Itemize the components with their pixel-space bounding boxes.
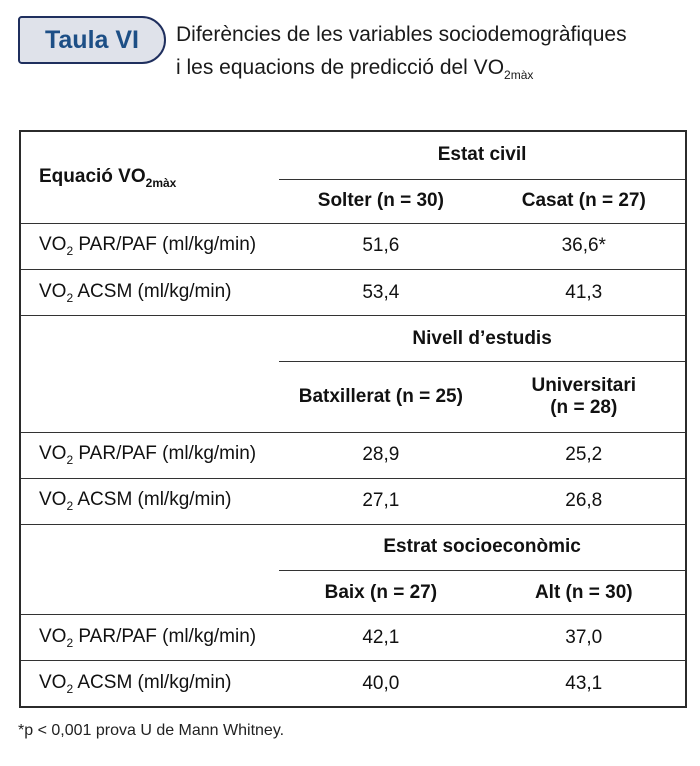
empty-cell [20, 524, 279, 614]
row-label: $VO_2$ PAR/PAF (ml/kg/min) [20, 432, 279, 478]
table-row [20, 478, 686, 524]
cell-value: 42,1 [279, 615, 482, 661]
title-line-1: Diferències de les variables sociodemogràfiques [176, 23, 627, 46]
table-number: Taula VI [44, 25, 139, 54]
cell-value: 43,1 [565, 672, 603, 694]
table-title [176, 18, 676, 92]
table-row [20, 269, 686, 315]
cell-value: 53,4 [279, 269, 482, 315]
cell-value: 28,9 [279, 432, 482, 478]
row-label: $VO_2$ ACSM (ml/kg/min) [39, 671, 232, 696]
cell-value: 27,1 [279, 478, 482, 524]
group-header: Estrat socioeconòmic [279, 524, 686, 570]
cell-value: 37,0 [483, 615, 686, 661]
cell-value: 41,3 [483, 269, 686, 315]
cell-value: 25,2 [483, 432, 686, 478]
cell-value: 51,6 [279, 223, 482, 269]
data-table [19, 130, 687, 708]
column-header: Batxillerat (n = 25) [279, 362, 482, 432]
cell-value: 26,8 [483, 478, 686, 524]
column-header: Baix (n = 27) [279, 570, 482, 614]
table-number-badge [18, 16, 166, 64]
row-header-cell: Equació $VO_{2màx}$ [20, 131, 279, 223]
row-label: $VO_2$ ACSM (ml/kg/min) [20, 478, 279, 524]
table-row [20, 661, 686, 707]
column-header: Universitari (n = 28) [483, 362, 686, 432]
row-label: $VO_2$ PAR/PAF (ml/kg/min) [20, 615, 279, 661]
group-header: Nivell d’estudis [279, 316, 686, 362]
table-row [20, 223, 686, 269]
row-label: $VO_2$ PAR/PAF (ml/kg/min) [20, 223, 279, 269]
footnote: *p < 0,001 prova U de Mann Whitney. [18, 722, 285, 739]
group-header: Estat civil [279, 131, 686, 179]
column-header: Casat (n = 27) [483, 179, 686, 223]
column-header: Solter (n = 30) [279, 179, 482, 223]
row-label: $VO_2$ ACSM (ml/kg/min) [20, 269, 279, 315]
column-header: Alt (n = 30) [483, 570, 686, 614]
table-row [20, 615, 686, 661]
cell-value: 36,6* [483, 223, 686, 269]
table-row [20, 432, 686, 478]
cell-value: 40,0 [362, 672, 400, 694]
title-line-2: i les equacions de predicció del $VO_{2màx}$ [176, 56, 534, 83]
empty-cell [20, 316, 279, 432]
